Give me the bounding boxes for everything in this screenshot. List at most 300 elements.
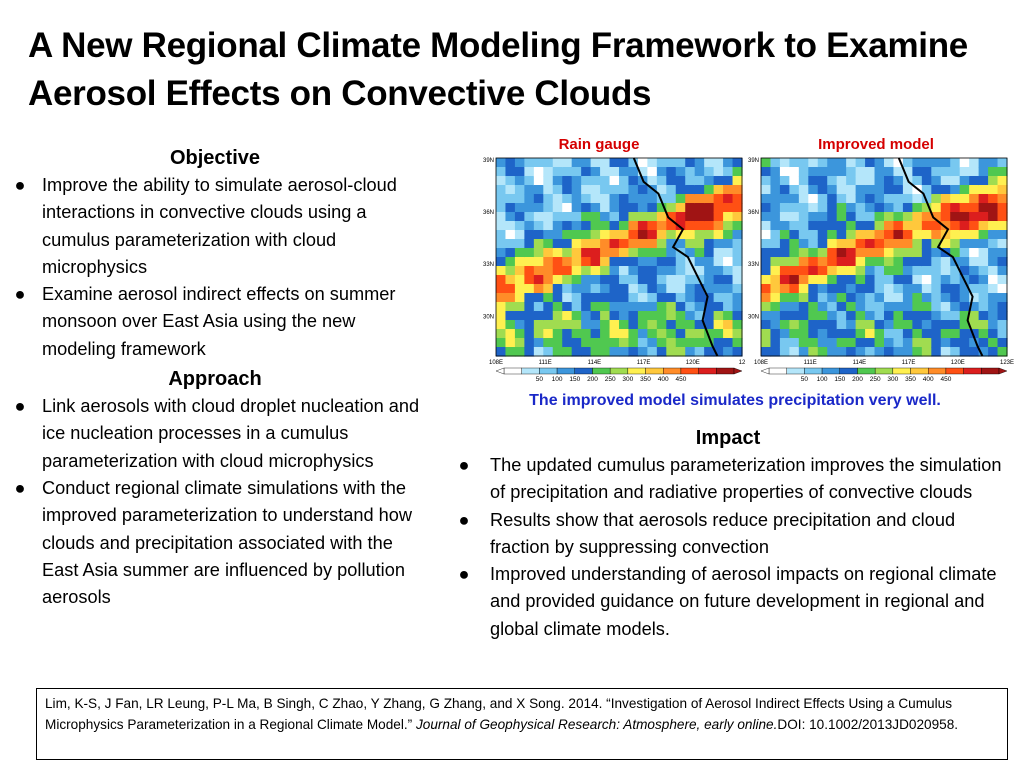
precip-cell [950,302,960,312]
precip-cell [505,329,515,339]
precip-cell [931,194,941,204]
precip-cell [799,338,809,348]
precip-cell [903,158,913,168]
precip-cell [998,185,1008,195]
precip-cell [979,158,989,168]
precip-cell [610,230,620,240]
precip-cell [695,293,705,303]
precip-cell [761,221,771,231]
precip-cell [676,275,686,285]
precip-cell [685,185,695,195]
precip-cell [799,158,809,168]
precip-cell [591,248,601,258]
precip-cell [865,329,875,339]
precip-cell [827,167,837,177]
precip-cell [808,248,818,258]
precip-cell [884,212,894,222]
precip-cell [865,311,875,321]
precip-cell [534,284,544,294]
precip-cell [666,266,676,276]
precip-cell [988,158,998,168]
precip-cell [931,275,941,285]
lat-tick-label: 39N [482,158,494,164]
precip-cell [515,329,525,339]
precip-cell [941,347,951,357]
precip-cell [733,347,743,357]
precip-cell [723,293,733,303]
precip-cell [524,185,534,195]
precip-cell [600,212,610,222]
precip-cell [960,239,970,249]
precip-cell [761,185,771,195]
precip-cell [998,221,1008,231]
precip-cell [979,167,989,177]
precip-cell [524,302,534,312]
precip-cell [534,347,544,357]
precip-cell [922,167,932,177]
precip-cell [553,239,563,249]
precip-cell [610,329,620,339]
precip-cell [846,320,856,330]
precip-cell [628,329,638,339]
colorbar-left-arrow [496,368,504,374]
precip-cell [770,212,780,222]
precip-cell [903,230,913,240]
precip-cell [666,293,676,303]
precip-cell [562,212,572,222]
precip-cell [496,185,506,195]
precip-cell [628,248,638,258]
precip-cell [912,167,922,177]
precip-cell [714,158,724,168]
precip-cell [988,266,998,276]
precip-cell [534,338,544,348]
precip-cell [543,194,553,204]
precip-cell [657,338,667,348]
precip-cell [524,347,534,357]
precip-cell [865,284,875,294]
precip-cell [553,248,563,258]
precip-cell [827,311,837,321]
precip-cell [960,221,970,231]
precip-cell [685,275,695,285]
precip-cell [960,329,970,339]
precip-cell [998,248,1008,258]
precip-cell [543,203,553,213]
precip-cell [685,230,695,240]
precip-cell [610,221,620,231]
precip-cell [837,230,847,240]
precip-cell [562,167,572,177]
precip-cell [969,185,979,195]
precip-cell [827,203,837,213]
precip-cell [865,158,875,168]
precip-cell [666,167,676,177]
precip-cell [941,158,951,168]
precip-cell [780,320,790,330]
precip-cell [657,176,667,186]
precip-cell [524,284,534,294]
lat-tick-label: 33N [747,262,759,269]
precip-cell [931,293,941,303]
precip-cell [893,176,903,186]
precip-cell [704,158,714,168]
precip-cell [856,257,866,267]
precip-cell [818,338,828,348]
precip-cell [600,293,610,303]
precip-cell [600,194,610,204]
precip-cell [799,275,809,285]
precip-cell [865,230,875,240]
precip-cell [733,266,743,276]
precip-cell [884,158,894,168]
precip-cell [827,284,837,294]
precip-cell [572,275,582,285]
lon-tick-label: 117E [901,360,916,366]
precip-cell [638,194,648,204]
precip-cell [610,203,620,213]
precip-cell [505,347,515,357]
precip-cell [562,293,572,303]
precip-cell [922,284,932,294]
precip-cell [638,257,648,267]
precip-cell [780,230,790,240]
precip-cell [638,185,648,195]
precip-cell [695,185,705,195]
precip-cell [950,329,960,339]
precip-cell [610,212,620,222]
precip-cell [799,167,809,177]
precip-cell [998,329,1008,339]
precip-cell [524,266,534,276]
precip-cell [856,158,866,168]
colorbar-swatch [592,368,610,374]
precip-cell [846,302,856,312]
precip-cell [922,338,932,348]
precip-cell [685,284,695,294]
colorbar-tick-label: 350 [640,376,651,383]
precip-cell [799,311,809,321]
precip-cell [818,221,828,231]
precip-cell [950,194,960,204]
colorbar-tick-label: 100 [816,376,828,383]
precip-cell [903,275,913,285]
precip-cell [988,194,998,204]
precip-cell [780,284,790,294]
precip-cell [761,266,771,276]
precip-cell [875,338,885,348]
precip-cell [770,329,780,339]
precip-cell [666,158,676,168]
precip-cell [572,284,582,294]
precip-cell [960,338,970,348]
precip-cell [856,230,866,240]
precip-cell [562,320,572,330]
precip-cell [733,203,743,213]
precip-cell [893,212,903,222]
precip-cell [931,311,941,321]
precip-cell [600,338,610,348]
precip-cell [865,275,875,285]
precip-cell [808,293,818,303]
precip-cell [770,167,780,177]
precip-cell [695,221,705,231]
precip-cell [600,167,610,177]
precip-cell [903,239,913,249]
precip-cell [591,311,601,321]
precip-cell [950,284,960,294]
precip-cell [610,257,620,267]
precip-cell [837,338,847,348]
precip-cell [903,329,913,339]
precip-cell [619,320,629,330]
precip-cell [581,194,591,204]
precip-cell [600,266,610,276]
precip-cell [856,176,866,186]
precip-cell [647,239,657,249]
precip-cell [837,176,847,186]
precip-cell [884,239,894,249]
precip-cell [875,158,885,168]
precip-cell [676,347,686,357]
precip-cell [960,257,970,267]
precip-cell [903,338,913,348]
precip-cell [941,212,951,222]
precip-cell [761,329,771,339]
precip-cell [714,275,724,285]
objective-heading: Objective [169,147,261,169]
precip-cell [950,320,960,330]
precip-cell [789,329,799,339]
precip-cell [931,176,941,186]
lon-tick-label: 12 [738,360,746,366]
precip-cell [856,275,866,285]
precip-cell [647,320,657,330]
precip-cell [496,311,506,321]
precip-cell [704,248,714,258]
precip-cell [562,257,572,267]
precip-cell [704,203,714,213]
precip-cell [647,248,657,258]
precip-cell [676,167,686,177]
list-item: ● Examine aerosol indirect effects on summer monsoon over East Asia using the new modeling framework [10,281,420,363]
precip-cell [799,302,809,312]
precip-cell [581,158,591,168]
precip-cell [562,230,572,240]
precip-cell [733,311,743,321]
precip-cell [979,194,989,204]
precip-cell [950,185,960,195]
precip-cell [799,203,809,213]
precip-cell [922,158,932,168]
impact-list [448,452,1008,643]
lat-tick-label: 30N [482,314,494,321]
precip-cell [562,194,572,204]
precip-cell [591,185,601,195]
precip-cell [572,329,582,339]
lon-tick-label: 108E [488,360,504,366]
bullet-icon: ● [14,477,26,498]
colorbar-swatch [893,368,911,374]
precip-cell [515,158,525,168]
precip-cell [761,248,771,258]
precip-cell [865,266,875,276]
precip-cell [960,212,970,222]
precip-cell [562,185,572,195]
precip-cell [628,293,638,303]
lat-tick-label: 33N [482,262,494,269]
precip-cell [941,266,951,276]
precip-cell [581,302,591,312]
precip-cell [591,257,601,267]
precip-cell [657,158,667,168]
precip-cell [666,284,676,294]
precip-cell [562,338,572,348]
precip-cell [591,167,601,177]
precip-cell [543,266,553,276]
precip-cell [818,311,828,321]
precip-cell [591,275,601,285]
precip-cell [714,293,724,303]
precip-cell [695,194,705,204]
precip-cell [723,275,733,285]
precip-cell [780,239,790,249]
precip-cell [657,212,667,222]
precip-cell [704,311,714,321]
precip-cell [808,194,818,204]
precip-cell [591,302,601,312]
precip-cell [837,203,847,213]
precip-cell [979,230,989,240]
precip-cell [543,230,553,240]
precip-cell [714,176,724,186]
precip-cell [562,284,572,294]
precip-cell [647,203,657,213]
precip-cell [893,347,903,357]
colorbar-tick-label: 300 [622,376,634,383]
colorbar-swatch [699,368,717,374]
precip-cell [628,284,638,294]
precip-cell [666,185,676,195]
precip-cell [837,167,847,177]
precip-cell [610,248,620,258]
precip-cell [581,185,591,195]
precip-cell [733,329,743,339]
precip-cell [534,167,544,177]
precip-cell [789,158,799,168]
precip-cell [941,167,951,177]
precip-cell [884,185,894,195]
precip-cell [619,185,629,195]
precip-cell [960,347,970,357]
precip-cell [979,293,989,303]
precip-cell [988,221,998,231]
precip-cell [950,230,960,240]
bullet-icon: ● [14,284,26,305]
precip-cell [799,266,809,276]
precip-cell [875,329,885,339]
precip-cell [998,266,1008,276]
precip-cell [998,239,1008,249]
precip-cell [770,275,780,285]
precip-cell [780,167,790,177]
precip-cell [799,347,809,357]
precip-cell [799,194,809,204]
precip-cell [979,275,989,285]
precip-cell [875,167,885,177]
precip-cell [998,194,1008,204]
precip-cell [562,203,572,213]
precip-cell [998,320,1008,330]
precip-cell [723,311,733,321]
precip-cell [931,329,941,339]
colorbar-tick-label: 250 [869,376,881,383]
colorbar-swatch [857,368,875,374]
precip-cell [591,221,601,231]
precip-cell [799,320,809,330]
precip-cell [515,167,525,177]
precip-cell [553,320,563,330]
precip-cell [534,293,544,303]
precip-cell [600,257,610,267]
bullet-icon: ● [14,175,26,195]
precip-cell [837,275,847,285]
precip-cell [685,293,695,303]
precip-cell [903,194,913,204]
precip-cell [496,221,506,231]
precip-cell [922,311,932,321]
precip-cell [827,221,837,231]
precip-cell [628,257,638,267]
precip-cell [496,248,506,258]
precip-cell [799,185,809,195]
precip-cell [685,347,695,357]
precip-cell [846,311,856,321]
precip-cell [534,212,544,222]
precip-cell [610,311,620,321]
precip-cell [543,302,553,312]
precip-cell [496,176,506,186]
precip-cell [543,311,553,321]
precip-cell [562,221,572,231]
precip-cell [591,284,601,294]
precip-cell [628,320,638,330]
list-item: ● Link aerosols with cloud droplet nucleation and ice nucleation processes in a cumulus parameterization with cloud microphysics [10,393,420,475]
precip-cell [638,311,648,321]
precip-cell [846,176,856,186]
lon-tick-label: 120E [685,360,700,366]
precip-cell [496,329,506,339]
precip-cell [543,347,553,357]
precip-cell [988,293,998,303]
colorbar-swatch [822,368,840,374]
precip-cell [581,329,591,339]
precip-cell [496,230,506,240]
precip-cell [998,176,1008,186]
precip-cell [846,284,856,294]
precip-cell [761,167,771,177]
precip-cell [865,293,875,303]
precip-cell [714,284,724,294]
precip-cell [875,212,885,222]
precip-cell [572,311,582,321]
precip-cell [837,212,847,222]
precip-cell [837,302,847,312]
precip-cell [723,284,733,294]
precip-cell [988,302,998,312]
precip-cell [761,284,771,294]
precip-cell [666,194,676,204]
